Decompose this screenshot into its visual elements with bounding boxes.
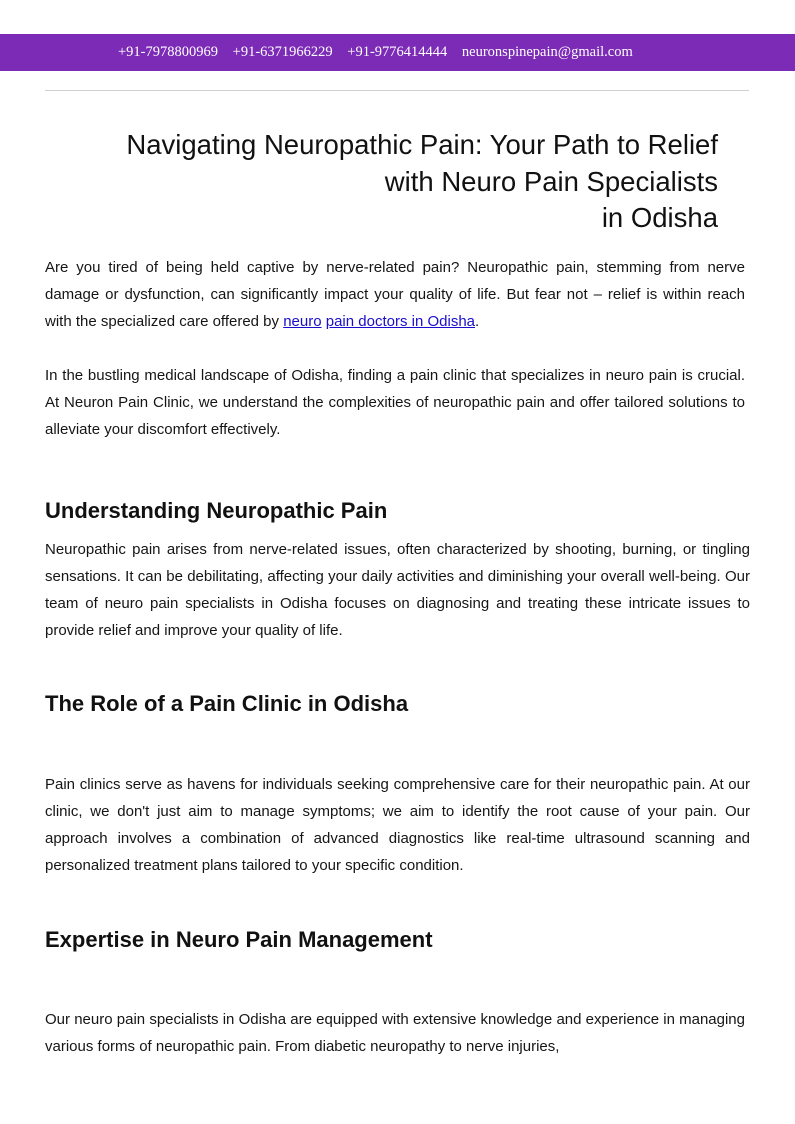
section-body-pain-clinic: Pain clinics serve as havens for individuals seeking comprehensive care for their neuropathic pain. At our clinic, we don't just aim to manage symptoms; we aim to identify the root cause of your pain. Our approach involves a combination of advanced diagnostics like real-time ultrasound scanning and personalized treatment plans tailored to your specific condition.	[45, 776, 750, 874]
contact-list	[118, 34, 644, 71]
section-heading-expertise: Expertise in Neuro Pain Management	[45, 927, 433, 952]
phone-number-3[interactable]: +91-9776414444	[347, 44, 448, 60]
email-address[interactable]: neuronspinepain@gmail.com	[461, 44, 633, 60]
header-divider	[45, 90, 749, 91]
phone-number-1[interactable]: +91-7978800969	[118, 44, 219, 60]
title-line-2: with Neuro Pain Specialists	[384, 165, 718, 197]
clinic-paragraph: In the bustling medical landscape of Odisha, finding a pain clinic that specializes in neuro pain is crucial. At Neuron Pain Clinic, we understand the complexities of neuropathic pain and offer tailored solutions to alleviate your discomfort effectively.	[45, 367, 745, 438]
intro-text: Are you tired of being held captive by nerve-related pain? Neuropathic pain, stemming from nerve damage or dysfunction, can significantly impact your quality of life. But fear not – relief is within reach with the specialized care offered by	[45, 259, 745, 330]
title-line-3: in Odisha	[601, 202, 718, 233]
section-heading-pain-clinic: The Role of a Pain Clinic in Odisha	[45, 691, 409, 716]
section-body-expertise: Our neuro pain specialists in Odisha are equipped with extensive knowledge and experience in managing various forms of neuropathic pain. From diabetic neuropathy to nerve injuries,	[45, 1011, 745, 1055]
title-line-1: Navigating Neuropathic Pain: Your Path to Relief	[126, 129, 718, 160]
intro-paragraph	[45, 254, 745, 335]
page-title	[80, 127, 718, 237]
intro-end: .	[475, 313, 480, 330]
section-body-understanding: Neuropathic pain arises from nerve-related issues, often characterized by shooting, burning, or tingling sensations. It can be debilitating, affecting your daily activities and diminishing your overall well-being. Our team of neuro pain specialists in Odisha focuses on diagnosing and treating these intricate issues to provide relief and improve your quality of life.	[45, 541, 750, 639]
contact-bar	[0, 34, 795, 71]
phone-number-2[interactable]: +91-6371966229	[232, 44, 333, 60]
pain-doctors-link[interactable]: pain doctors in Odisha	[325, 313, 476, 330]
neuro-link[interactable]: neuro	[283, 313, 322, 330]
section-heading-understanding: Understanding Neuropathic Pain	[45, 498, 388, 523]
